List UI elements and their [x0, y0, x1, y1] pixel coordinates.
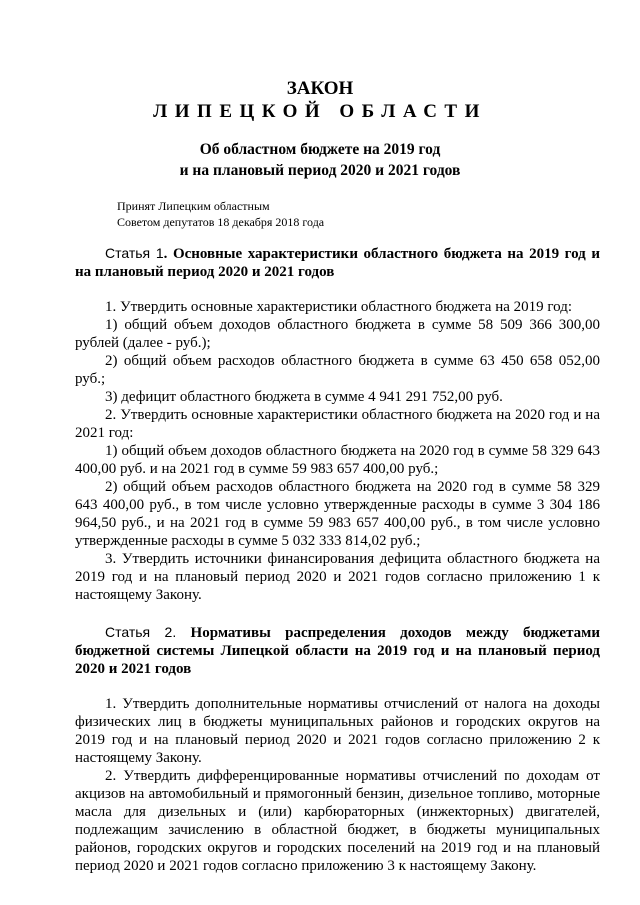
paragraph: 2) общий объем расходов областного бюджета в сумме 63 450 658 052,00 руб.;: [75, 353, 600, 387]
paragraph: 1) общий объем доходов областного бюджета на 2020 год в сумме 58 329 643 400,00 руб. и на 2021 год в сумме 59 983 657 400,00 руб.;: [75, 443, 600, 477]
paragraph: 2. Утвердить основные характеристики областного бюджета на 2020 год и на 2021 год:: [75, 407, 600, 441]
paragraph: 2. Утвердить дифференцированные нормативы отчислений по доходам от акцизов на автомобильный и прямогонный бензин, дизельное топливо, моторные масла для дизельных и (или) карбюраторных (инжекторных) двигателей, подлежащим зачислению в областной бюджет, в бюджеты муниципальных районов, городских округов и городских поселений на 2019 год и на плановый период 2020 и 2021 годов согласно приложению 3 к настоящему Закону.: [75, 768, 600, 874]
paragraph: 3) дефицит областного бюджета в сумме 4 941 291 752,00 руб.: [105, 389, 503, 405]
region-title: ЛИПЕЦКОЙ ОБЛАСТИ: [153, 101, 487, 122]
adoption-line-1: Принят Липецким областным: [117, 199, 270, 213]
article-1-title: . Основные характеристики областного бюджета на 2019 год и на плановый период 2020 и 2021 годов: [75, 246, 600, 280]
paragraph: 2) общий объем расходов областного бюджета на 2020 год в сумме 58 329 643 400,00 руб., в том числе условно утвержденные расходы в сумме 3 304 186 964,50 руб., и на 2021 год в сумме 59 983 657 400,00 руб., в том числе условно утвержденные расходы в сумме 5 032 333 814,02 руб.;: [75, 479, 600, 549]
article-1-lead: Статья 1: [105, 245, 164, 261]
subtitle-line-1: Об областном бюджете на 2019 год: [199, 141, 441, 158]
subtitle-line-2: и на плановый период 2020 и 2021 годов: [179, 162, 461, 179]
article-2-lead: Статья 2.: [105, 624, 177, 640]
article-2-title: Нормативы распределения доходов между бюджетами бюджетной системы Липецкой области на 2019 год и на плановый период 2020 и 2021 годов: [75, 625, 600, 677]
paragraph: 1. Утвердить основные характеристики областного бюджета на 2019 год:: [105, 299, 573, 315]
law-title: ЗАКОН: [286, 78, 354, 99]
article-2-heading: [75, 623, 600, 678]
paragraph: 3. Утвердить источники финансирования дефицита областного бюджета на 2019 год и на плановый период 2020 и 2021 годов согласно приложению 1 к настоящему Закону.: [75, 551, 600, 603]
law-subtitle: [0, 139, 640, 181]
adoption-line-2: Советом депутатов 18 декабря 2018 года: [117, 215, 325, 229]
adoption-note: [117, 198, 324, 230]
paragraph: 1) общий объем доходов областного бюджета в сумме 58 509 366 300,00 рублей (далее - руб.);: [75, 317, 600, 351]
paragraph: 1. Утвердить дополнительные нормативы отчислений от налога на доходы физических лиц в бюджеты муниципальных районов и городских округов на 2019 год и на плановый период 2020 и 2021 годов согласно приложению 2 к настоящему Закону.: [75, 696, 600, 766]
article-1-heading: [75, 244, 600, 281]
document-body: [75, 244, 600, 875]
